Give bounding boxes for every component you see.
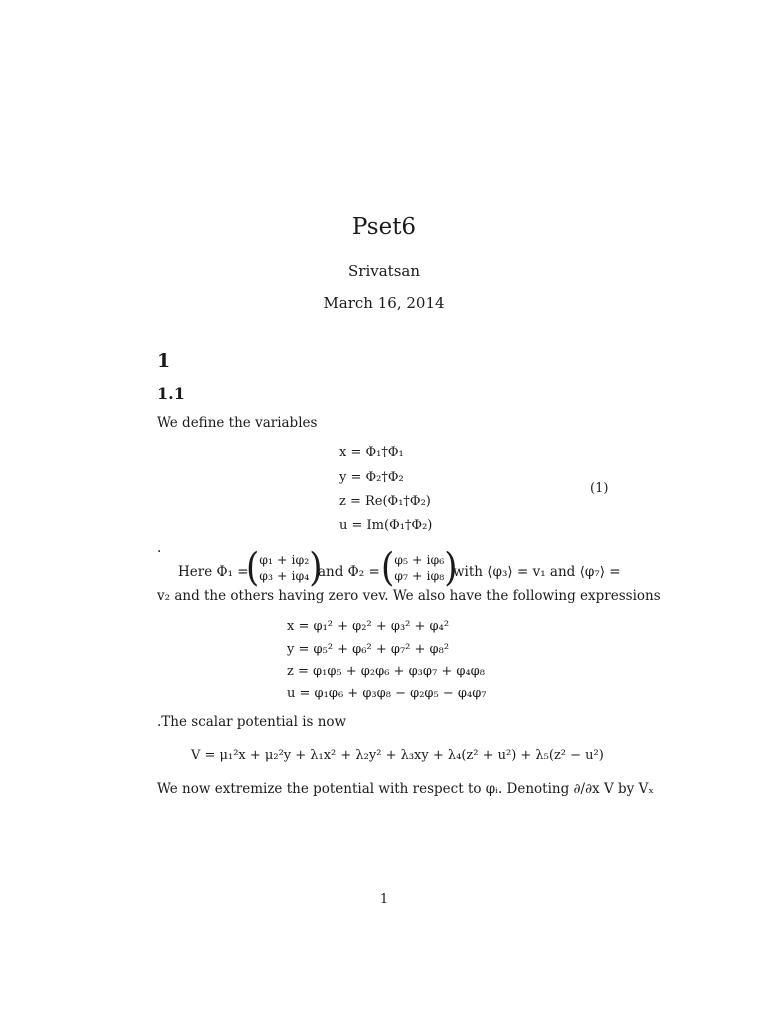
equation-u: u = Im(Φ₁†Φ₂) xyxy=(339,518,433,533)
vev-text: with ⟨φ₃⟩ = v₁ and ⟨φ₇⟩ = xyxy=(453,564,621,580)
section-heading: 1 xyxy=(157,350,171,372)
and-text: and Φ₂ = xyxy=(318,564,380,580)
equation-number: (1) xyxy=(590,481,609,496)
period-mark: . xyxy=(157,540,162,556)
equation-z: z = Re(Φ₁†Φ₂) xyxy=(339,494,431,509)
expr-x: x = φ₁² + φ₂² + φ₃² + φ₄² xyxy=(287,619,450,634)
expr-u: u = φ₁φ₆ + φ₃φ₈ − φ₂φ₅ − φ₄φ₇ xyxy=(287,686,487,701)
expr-z: z = φ₁φ₅ + φ₂φ₆ + φ₃φ₇ + φ₄φ₈ xyxy=(287,664,485,679)
matrix-phi1-bottom: φ₃ + iφ₄ xyxy=(259,568,310,583)
page-number: 1 xyxy=(379,892,389,907)
matrix-phi2-top: φ₅ + iφ₆ xyxy=(394,552,445,567)
here-text: Here Φ₁ = xyxy=(178,564,249,580)
date: March 16, 2014 xyxy=(323,294,445,312)
potential-intro: .The scalar potential is now xyxy=(157,714,347,730)
matrix-phi1: ( φ₁ + iφ₂ φ₃ + iφ₄ ) xyxy=(246,545,323,591)
paper-title: Pset6 xyxy=(351,214,417,240)
expr-y: y = φ₅² + φ₆² + φ₇² + φ₈² xyxy=(287,642,450,657)
matrix-phi2: ( φ₅ + iφ₆ φ₇ + iφ₈ ) xyxy=(381,545,458,591)
author: Srivatsan xyxy=(348,262,420,280)
matrix-phi2-bottom: φ₇ + iφ₈ xyxy=(394,568,445,583)
continuation-text: v₂ and the others having zero vev. We also have the following expressions xyxy=(157,588,661,604)
potential-equation: V = μ₁²x + μ₂²y + λ₁x² + λ₂y² + λ₃xy + λ₄(z² + u²) + λ₅(z² − u²) xyxy=(191,748,604,763)
extremize-text: We now extremize the potential with respect to φᵢ. Denoting ∂/∂x V by Vₓ xyxy=(157,781,655,797)
define-text: We define the variables xyxy=(157,415,318,431)
subsection-heading: 1.1 xyxy=(157,384,185,403)
matrix-phi1-top: φ₁ + iφ₂ xyxy=(259,552,310,567)
equation-x: x = Φ₁†Φ₁ xyxy=(339,445,404,460)
equation-y: y = Φ₂†Φ₂ xyxy=(339,470,404,485)
